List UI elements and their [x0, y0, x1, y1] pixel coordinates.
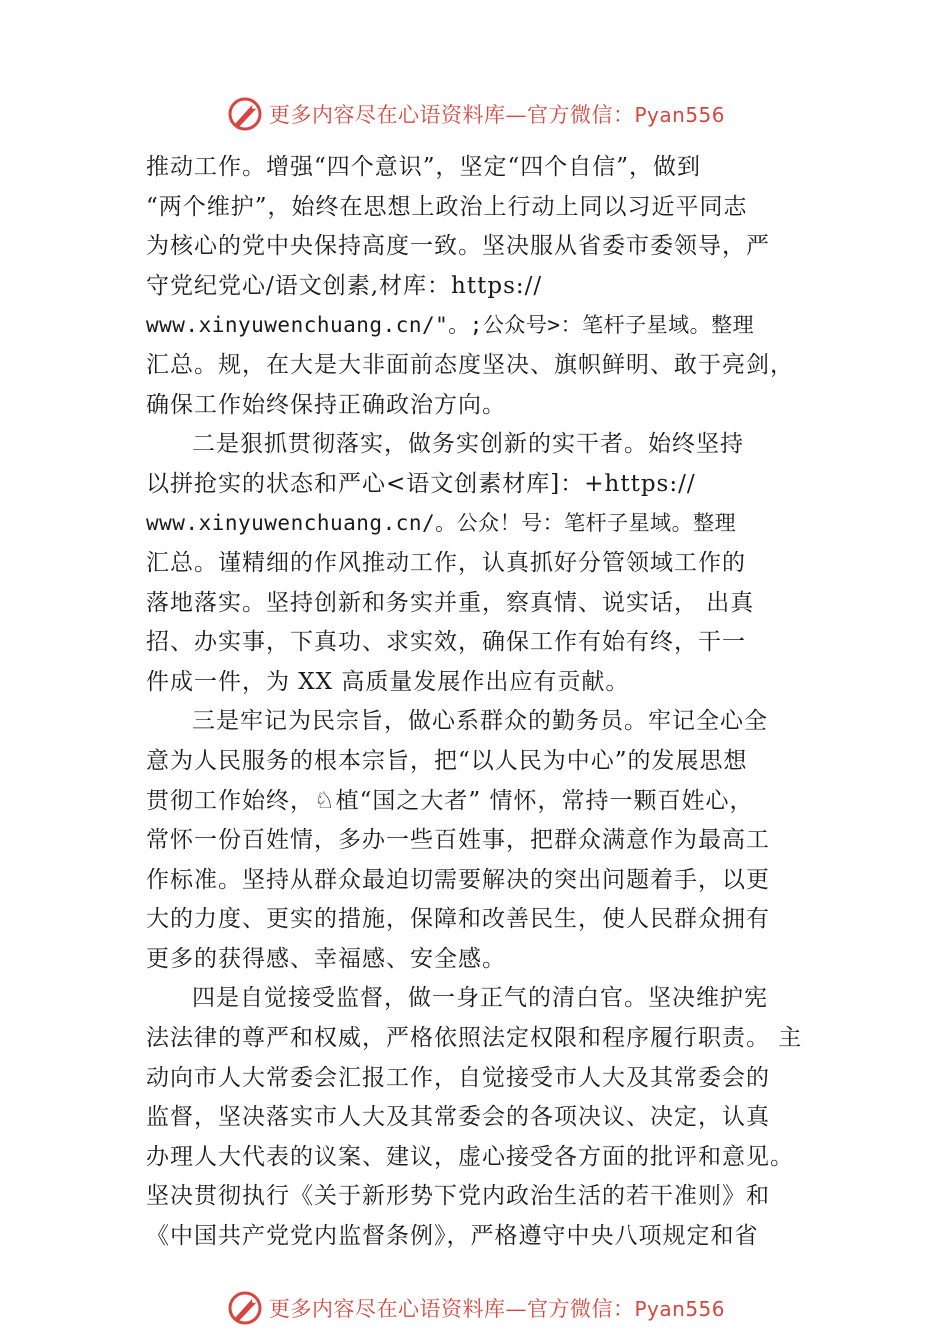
footer-banner — [0, 1286, 950, 1330]
pen-nib-logo-icon — [225, 94, 265, 134]
text-line: 动向市人大常委会汇报工作，自觉接受市人大及其常委会的 — [146, 1064, 770, 1091]
text-line: 更多的获得感、幸福感、安全感。 — [146, 945, 506, 972]
pen-nib-logo-icon — [225, 1288, 265, 1328]
text-line: 守党纪党心/语文创素,材库：https:// — [146, 272, 543, 299]
header-banner-handle: Pyan556 — [634, 103, 725, 127]
text-line: www.xinyuwenchuang.cn/。公众！号：笔杆子星域。整理 — [146, 511, 737, 536]
footer-banner-text: 更多内容尽在心语资料库—官方微信：Pyan556 — [268, 1297, 725, 1321]
document-body — [146, 148, 818, 1257]
footer-banner-handle: Pyan556 — [634, 1297, 725, 1321]
text-line: 四是自觉接受监督，做一身正气的清白官。坚决维护宪 — [192, 985, 768, 1012]
text-line: “两个维护”，始终在思想上政治上行动上同以习近平同志 — [146, 193, 748, 220]
text-line: 办理人大代表的议案、建议，虚心接受各方面的批评和意见。 — [146, 1143, 794, 1170]
text-line: 招、办实事，下真功、求实效，确保工作有始有终，干一 — [146, 629, 746, 656]
text-line: 法法律的尊严和权威，严格依照法定权限和程序履行职责。 主 — [146, 1025, 803, 1052]
text-line: www.xinyuwenchuang.cn/"。;公众号>：笔杆子星域。整理 — [146, 313, 755, 338]
text-line: 作标准。坚持从群众最迫切需要解决的突出问题着手，以更 — [146, 866, 770, 893]
text-line: 意为人民服务的根本宗旨，把“以人民为中心”的发展思想 — [146, 747, 748, 774]
text-line: 以拼抢实的状态和严心<语文创素材库]：+https:// — [146, 470, 696, 497]
header-banner — [0, 92, 950, 136]
text-line: 为核心的党中央保持高度一致。坚决服从省委市委领导，严 — [146, 233, 770, 260]
text-line: 贯彻工作始终，♘植“国之大者” 情怀，常持一颗百姓心， — [146, 787, 754, 814]
text-line: 二是狠抓贯彻落实，做务实创新的实干者。始终坚持 — [192, 431, 744, 458]
text-line: 监督，坚决落实市人大及其常委会的各项决议、决定，认真 — [146, 1104, 770, 1131]
text-line: 推动工作。增强“四个意识”，坚定“四个自信”，做到 — [146, 154, 702, 180]
text-line: 坚决贯彻执行《关于新形势下党内政治生活的若干准则》和 — [146, 1183, 770, 1210]
text-line: 落地落实。坚持创新和务实并重，察真情、说实话， 出真 — [146, 589, 755, 616]
text-line: 常怀一份百姓情，多办一些百姓事，把群众满意作为最高工 — [146, 827, 770, 854]
text-line: 件成一件，为 XX 高质量发展作出应有贡献。 — [146, 668, 630, 695]
text-line: 三是牢记为民宗旨，做心系群众的勤务员。牢记全心全 — [192, 708, 768, 735]
text-line: 大的力度、更实的措施，保障和改善民生，使人民群众拥有 — [146, 906, 770, 933]
text-line: 确保工作始终保持正确政治方向。 — [146, 391, 506, 418]
text-line: 《中国共产党党内监督条例》，严格遵守中央八项规定和省 — [146, 1223, 759, 1250]
header-banner-text: 更多内容尽在心语资料库—官方微信：Pyan556 — [268, 103, 725, 127]
text-line: 汇总。谨精细的作风推动工作，认真抓好分管领域工作的 — [146, 549, 746, 576]
text-line: 汇总。规，在大是大非面前态度坚决、旗帜鲜明、敢于亮剑， — [146, 351, 794, 378]
